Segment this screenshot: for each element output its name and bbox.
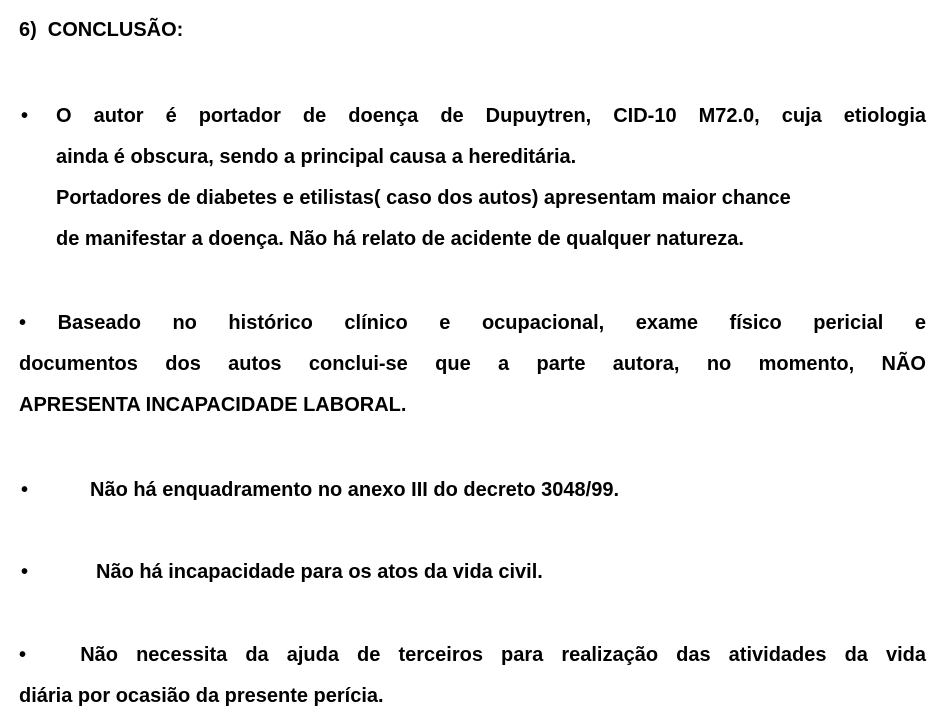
paragraph-line: Não há enquadramento no anexo III do decreto 3048/99. <box>90 479 620 501</box>
section-title: CONCLUSÃO: <box>47 19 184 41</box>
conclusion-item-2 <box>19 303 926 426</box>
section-heading <box>19 17 183 43</box>
bullet-icon: • <box>19 312 27 334</box>
paragraph-line: Portadores de diabetes e etilistas( caso dos autos) apresentam maior chance <box>56 187 791 209</box>
bullet-icon: • <box>21 479 29 501</box>
paragraph-line: ainda é obscura, sendo a principal causa a hereditária. <box>56 146 577 168</box>
paragraph-line: diária por ocasião da presente perícia. <box>19 685 384 707</box>
conclusion-item-5 <box>19 635 926 717</box>
bullet-icon: • <box>21 105 29 127</box>
paragraph-line: O autor é portador de doença de Dupuytren, CID-10 M72.0, cuja etiologia <box>56 105 926 127</box>
conclusion-item-1 <box>56 96 926 260</box>
paragraph-line: • Não necessita da ajuda de terceiros para realização das atividades da vida <box>19 644 926 666</box>
paragraph-line: • Baseado no histórico clínico e ocupacional, exame físico pericial e <box>19 312 926 334</box>
paragraph-line: Não há incapacidade para os atos da vida civil. <box>96 561 543 583</box>
paragraph-line: APRESENTA INCAPACIDADE LABORAL. <box>19 394 407 416</box>
paragraph-line: documentos dos autos conclui-se que a parte autora, no momento, NÃO <box>19 353 926 375</box>
conclusion-item-3 <box>90 470 926 511</box>
section-number: 6) <box>19 19 37 41</box>
bullet-icon: • <box>21 561 29 583</box>
bullet-icon: • <box>19 644 27 666</box>
conclusion-item-4 <box>96 552 926 593</box>
paragraph-line: de manifestar a doença. Não há relato de acidente de qualquer natureza. <box>56 228 744 250</box>
